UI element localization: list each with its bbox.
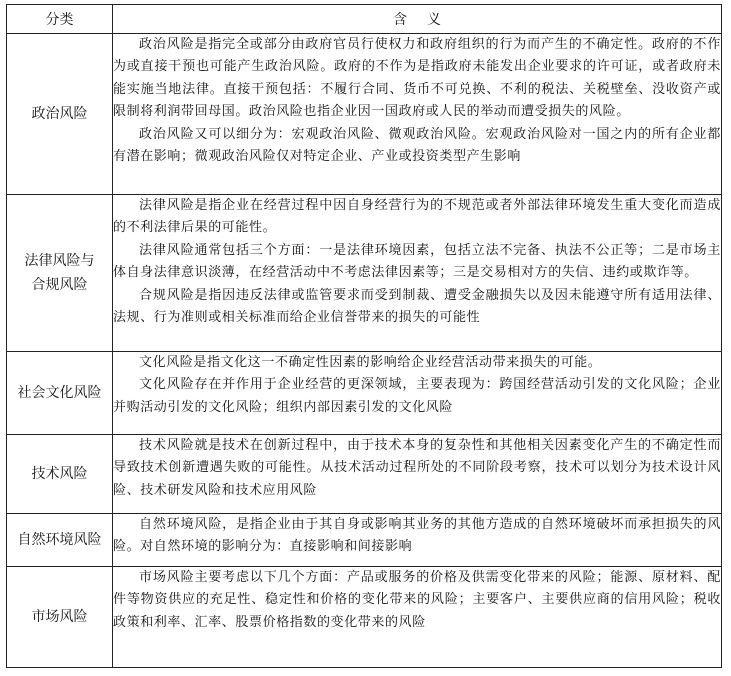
category-label: 法律风险与合规风险 — [24, 253, 95, 293]
category-cell: 政治风险 — [7, 34, 113, 195]
table-row-political-risk — [7, 34, 722, 195]
category-cell: 技术风险 — [7, 435, 113, 514]
document-page — [6, 4, 721, 668]
meaning-paragraph: 政治风险又可以细分为：宏观政治风险、微观政治风险。宏观政治风险对一国之内的所有企业都有潜在影响；微观政治风险仅对特定企业、产业或投资类型产生影响 — [113, 126, 721, 165]
table-row-market-risk — [7, 567, 722, 668]
meaning-cell — [113, 514, 722, 567]
meaning-cell — [113, 567, 722, 668]
meaning-cell — [113, 435, 722, 514]
meaning-cell — [113, 352, 722, 435]
table-row-legal-compliance-risk — [7, 195, 722, 352]
category-cell — [7, 195, 113, 352]
category-cell: 自然环境风险 — [7, 514, 113, 567]
meaning-paragraph: 市场风险主要考虑以下几个方面：产品或服务的价格及供需变化带来的风险；能源、原材料、配件等物资供应的充足性、稳定性和价格的变化带来的风险；主要客户、主要供应商的信用风险；税收政策和利率、汇率、股票价格指数的变化带来的风险 — [113, 570, 721, 630]
meaning-paragraph: 文化风险存在并作用于企业经营的更深领域，主要表现为：跨国经营活动引发的文化风险；企业并购活动引发的文化风险；组织内部因素引发的文化风险 — [113, 377, 721, 415]
meaning-paragraph: 技术风险就是技术在创新过程中，由于技术本身的复杂性和其他相关因素变化产生的不确定性而导致技术创新遭遇失败的可能性。从技术活动过程所处的不同阶段考察，技术可以划分为技术设计风险、技术研发风险和技术应用风险 — [113, 438, 721, 498]
meaning-cell — [113, 195, 722, 352]
meaning-paragraph: 法律风险是指企业在经营过程中因自身经营行为的不规范或者外部法律环境发生重大变化而造成的不利法律后果的可能性。 — [113, 198, 721, 236]
table-row-technology-risk — [7, 435, 722, 514]
category-cell: 市场风险 — [7, 567, 113, 668]
table-row-natural-environment-risk — [7, 514, 722, 567]
category-cell: 社会文化风险 — [7, 352, 113, 435]
header-meaning: 含义 — [113, 5, 722, 34]
meaning-paragraph: 法律风险通常包括三个方面：一是法律环境因素，包括立法不完备、执法不公正等；二是市场主体自身法律意识淡薄，在经营活动中不考虑法律因素等；三是交易相对方的失信、违约或欺诈等。 — [113, 242, 721, 281]
table-row-sociocultural-risk — [7, 352, 722, 435]
meaning-paragraph: 自然环境风险，是指企业由于其自身或影响其业务的其他方造成的自然环境破坏而承担损失的风险。对自然环境的影响分为：直接影响和间接影响 — [113, 517, 721, 555]
meaning-cell — [113, 34, 722, 195]
meaning-paragraph: 政治风险是指完全或部分由政府官员行使权力和政府组织的行为而产生的不确定性。政府的不作为或直接干预也可能产生政治风险。政府的不作为是指政府未能发出企业要求的许可证，或者政府未能实施当地法律。直接干预包括：不履行合同、货币不可兑换、不利的税法、关税壁垒、没收资产或限制将利润带回母国。政治风险也指企业因一国政府或人民的举动而遭受损失的风险。 — [113, 37, 721, 120]
meaning-paragraph: 合规风险是指因违反法律或监管要求而受到制裁、遭受金融损失以及因未能遵守所有适用法律、法规、行为准则或相关标准而给企业信誉带来的损失的可能性 — [113, 287, 721, 326]
risk-classification-table — [6, 4, 722, 668]
header-category: 分类 — [7, 5, 113, 34]
meaning-paragraph: 文化风险是指文化这一不确定性因素的影响给企业经营活动带来损失的可能。 — [139, 355, 602, 370]
table-header-row — [7, 5, 722, 34]
